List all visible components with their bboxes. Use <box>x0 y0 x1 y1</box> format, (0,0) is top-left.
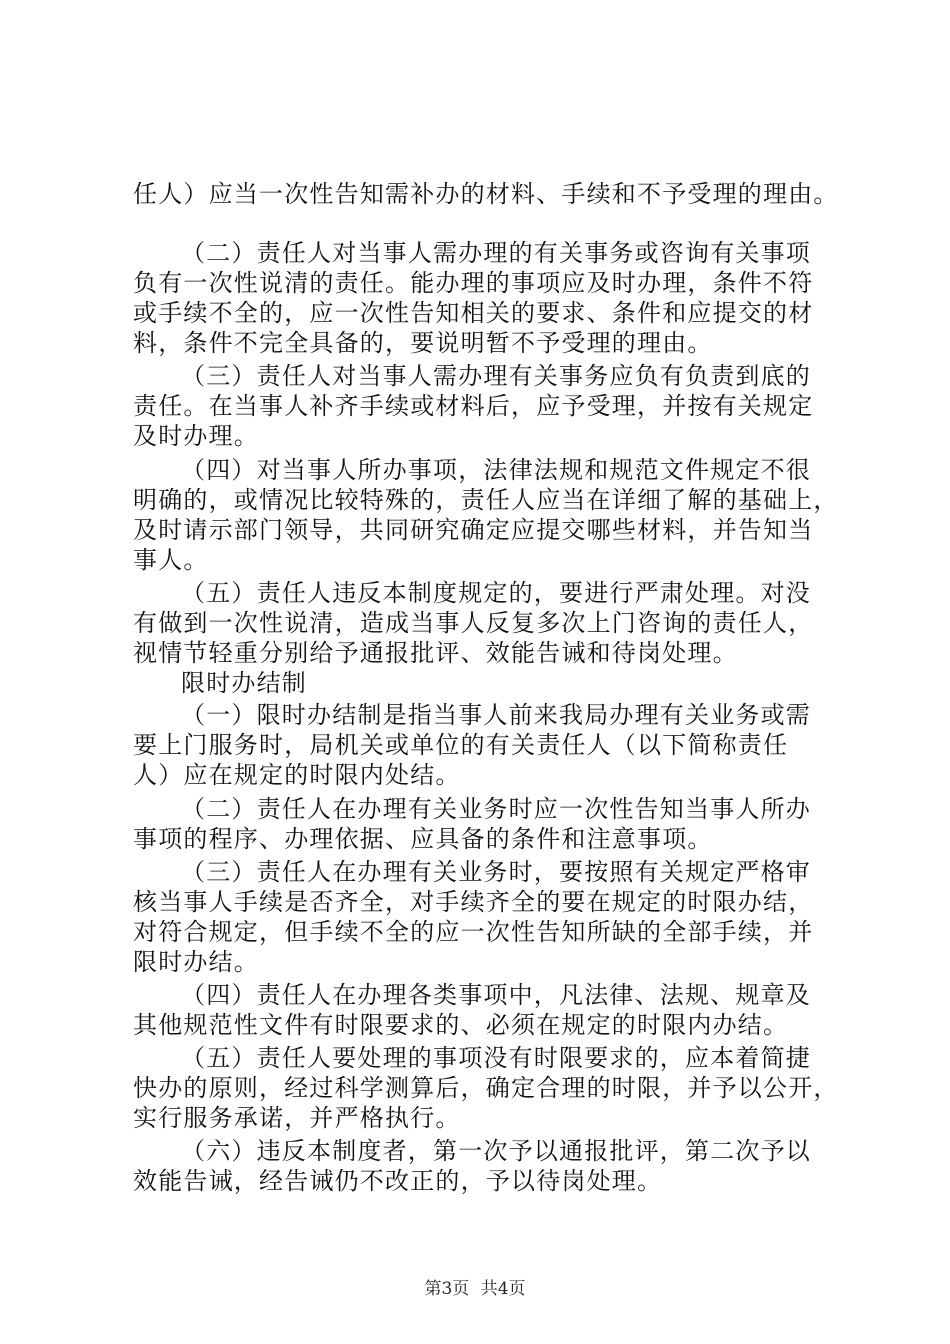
paragraph-line: 核当事人手续是否齐全，对手续齐全的要在规定的时限办结， <box>133 888 814 916</box>
paragraph-line: （二）责任人对当事人需办理的有关事务或咨询有关事项 <box>181 239 811 267</box>
page-footer <box>0 1278 950 1300</box>
paragraph-line: 责任。在当事人补齐手续或材料后，应予受理，并按有关规定 <box>133 392 814 420</box>
paragraph-line: 料，条件不完全具备的，要说明暂不予受理的理由。 <box>133 329 713 357</box>
paragraph-line: （一）限时办结制是指当事人前来我局办理有关业务或需 <box>181 701 811 729</box>
section-heading: 限时办结制 <box>181 669 307 697</box>
paragraph-line: 事人。 <box>133 546 209 574</box>
paragraph-line: （二）责任人在办理有关业务时应一次性告知当事人所办 <box>181 795 811 823</box>
paragraph-line: 视情节轻重分别给予通报批评、效能告诫和待岗处理。 <box>133 639 738 667</box>
paragraph-line: 及时办理。 <box>133 422 259 450</box>
page-number: 第3页 <box>424 1279 470 1299</box>
paragraph-line: 有做到一次性说清，造成当事人反复多次上门咨询的责任人， <box>133 609 814 637</box>
page-total: 共4页 <box>480 1279 526 1299</box>
paragraph-line: （五）责任人违反本制度规定的，要进行严肃处理。对没 <box>181 579 811 607</box>
paragraph-line: （四）对当事人所办事项，法律法规和规范文件规定不很 <box>181 456 811 484</box>
paragraph-line: 效能告诫，经告诫仍不改正的，予以待岗处理。 <box>133 1167 663 1195</box>
paragraph-line: 明确的，或情况比较特殊的，责任人应当在详细了解的基础上， <box>133 486 839 514</box>
paragraph-line: （六）违反本制度者，第一次予以通报批评，第二次予以 <box>181 1137 811 1165</box>
paragraph-line: （五）责任人要处理的事项没有时限要求的，应本着简捷 <box>181 1044 811 1072</box>
paragraph-line: 或手续不全的，应一次性告知相关的要求、条件和应提交的材 <box>133 299 814 327</box>
paragraph-line: 要上门服务时，局机关或单位的有关责任人（以下简称责任 <box>133 731 789 759</box>
paragraph-line: 人）应在规定的时限内处结。 <box>133 761 461 789</box>
paragraph-line: （三）责任人在办理有关业务时，要按照有关规定严格审 <box>181 858 811 886</box>
paragraph-line: （四）责任人在办理各类事项中，凡法律、法规、规章及 <box>181 981 811 1009</box>
paragraph-line: 负有一次性说清的责任。能办理的事项应及时办理，条件不符 <box>133 269 814 297</box>
paragraph-line: 及时请示部门领导，共同研究确定应提交哪些材料，并告知当 <box>133 516 814 544</box>
paragraph-line: 事项的程序、办理依据、应具备的条件和注意事项。 <box>133 825 713 853</box>
paragraph-line: 实行服务承诺，并严格执行。 <box>133 1104 461 1132</box>
paragraph-line: 其他规范性文件有时限要求的、必须在规定的时限内办结。 <box>133 1011 789 1039</box>
paragraph-line: 对符合规定，但手续不全的应一次性告知所缺的全部手续，并 <box>133 918 814 946</box>
paragraph-line: 快办的原则，经过科学测算后，确定合理的时限，并予以公开， <box>133 1074 839 1102</box>
paragraph-line: 限时办结。 <box>133 948 259 976</box>
paragraph-line: 任人）应当一次性告知需补办的材料、手续和不予受理的理由。 <box>133 180 839 208</box>
paragraph-line: （三）责任人对当事人需办理有关事务应负有负责到底的 <box>181 362 811 390</box>
